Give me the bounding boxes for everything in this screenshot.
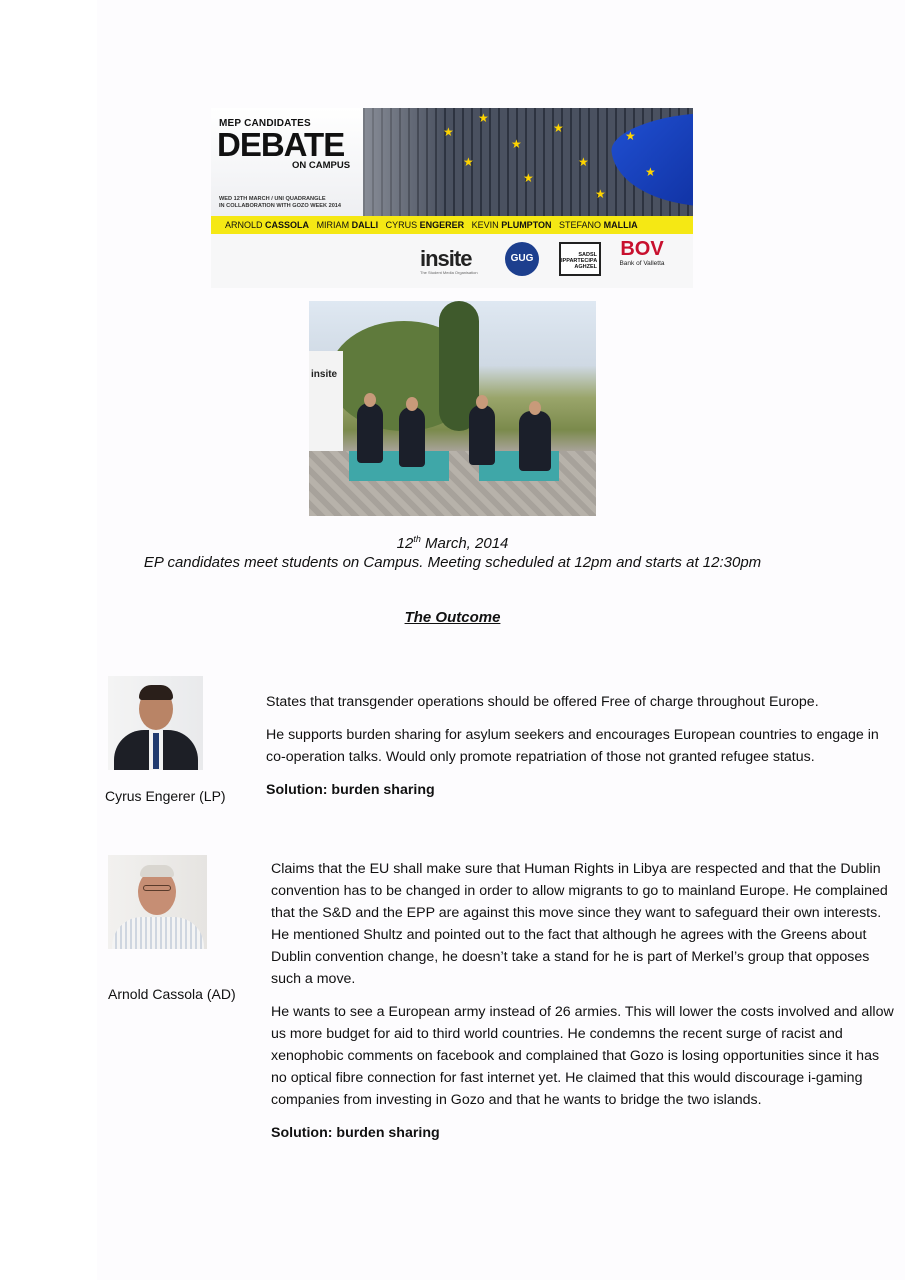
eu-star-icon: ★ xyxy=(553,121,564,135)
photo-person-head xyxy=(529,401,541,415)
eu-star-icon: ★ xyxy=(578,155,589,169)
eu-star-icon: ★ xyxy=(443,125,454,139)
banner-candidate: KEVIN PLUMPTON xyxy=(471,220,552,230)
solution-line: Solution: burden sharing xyxy=(266,782,435,798)
photo-person xyxy=(469,405,495,465)
statement-paragraph: He supports burden sharing for asylum seekers and encourages European countries to engage in co-operation talks. Would only promote repatriation of those not granted refugee status. xyxy=(266,727,879,765)
eu-star-icon: ★ xyxy=(595,187,606,201)
banner-candidate: CYRUS ENGERER xyxy=(385,220,465,230)
photo-person-head xyxy=(406,397,418,411)
solution-line: Solution: burden sharing xyxy=(271,1125,440,1141)
banner-date-block xyxy=(219,196,369,210)
candidate-portrait xyxy=(108,855,207,949)
banner-parliament-photo xyxy=(363,108,693,216)
event-photo xyxy=(309,301,596,516)
bov-logo: BOV Bank of Valletta xyxy=(619,238,665,267)
photo-person xyxy=(399,407,425,467)
banner-collab-line: IN COLLABORATION WITH GOZO WEEK 2014 xyxy=(219,203,342,209)
banner-candidate: MIRIAM DALLI xyxy=(316,220,379,230)
banner-date-line: WED 12TH MARCH / UNI QUADRANGLE xyxy=(219,196,326,202)
photo-person xyxy=(519,411,551,471)
eu-star-icon: ★ xyxy=(645,165,656,179)
photo-person-head xyxy=(476,395,488,409)
eu-star-icon: ★ xyxy=(625,129,636,143)
photo-insite-sign: insite xyxy=(309,351,343,471)
statement-paragraph: States that transgender operations should be offered Free of charge throughout Europe. xyxy=(266,694,819,710)
statement-paragraph: Claims that the EU shall make sure that Human Rights in Libya are respected and that the Dublin convention has to be changed in order to allow migrants to go to mainland Europe. He complained that the S&D and the EPP are against this move since they want to safeguard their own interests. He mentioned Shultz and pointed out to the fact that although he agrees with the Greens about Dublin convention change, he doesn’t take a stand for he is part of Merkel’s group that opposes such a move. xyxy=(271,861,888,987)
sponsor-logos xyxy=(211,234,693,288)
candidate-names-bar xyxy=(211,216,693,234)
event-caption: EP candidates meet students on Campus. Meeting scheduled at 12pm and starts at 12:30pm xyxy=(143,554,762,571)
insite-logo: insite The Student Media Organisation xyxy=(420,246,478,275)
candidate-statement xyxy=(266,691,891,812)
photo-person xyxy=(357,403,383,463)
banner-debate-title: DEBATE xyxy=(217,126,345,163)
candidate-portrait xyxy=(108,676,203,770)
banner-candidate: STEFANO MALLIA xyxy=(559,220,638,230)
event-date: 12th March, 2014 xyxy=(396,534,509,552)
eu-star-icon: ★ xyxy=(463,155,474,169)
banner-on-campus: ON CAMPUS xyxy=(292,160,351,171)
candidate-name: Cyrus Engerer (LP) xyxy=(105,788,226,804)
eu-flag-image xyxy=(609,108,693,218)
candidate-statement xyxy=(271,858,895,1155)
debate-banner xyxy=(211,108,693,288)
eu-star-icon: ★ xyxy=(478,111,489,125)
photo-person-head xyxy=(364,393,376,407)
eu-star-icon: ★ xyxy=(523,171,534,185)
gug-logo: GUG xyxy=(505,242,539,276)
candidate-name: Arnold Cassola (AD) xyxy=(108,986,236,1002)
banner-title-block xyxy=(211,108,363,216)
outcome-heading: The Outcome xyxy=(404,609,501,626)
sadsl-logo: SADSL IPPARTECIPA AGHZEL xyxy=(559,242,601,276)
statement-paragraph: He wants to see a European army instead of 26 armies. This will lower the costs involved and allow us more budget for aid to third world countries. He condemns the recent surge of racist and xenophobic comments on facebook and complained that Gozo is losing opportunities since it has no optical fibre connection for fast internet yet. He claimed that this would discourage i-gaming companies from investing in Gozo and that he wants to bridge the two islands. xyxy=(271,1004,894,1108)
banner-candidate: ARNOLD CASSOLA xyxy=(225,220,310,230)
eu-star-icon: ★ xyxy=(511,137,522,151)
banner-mep-label: MEP CANDIDATES xyxy=(219,118,311,129)
